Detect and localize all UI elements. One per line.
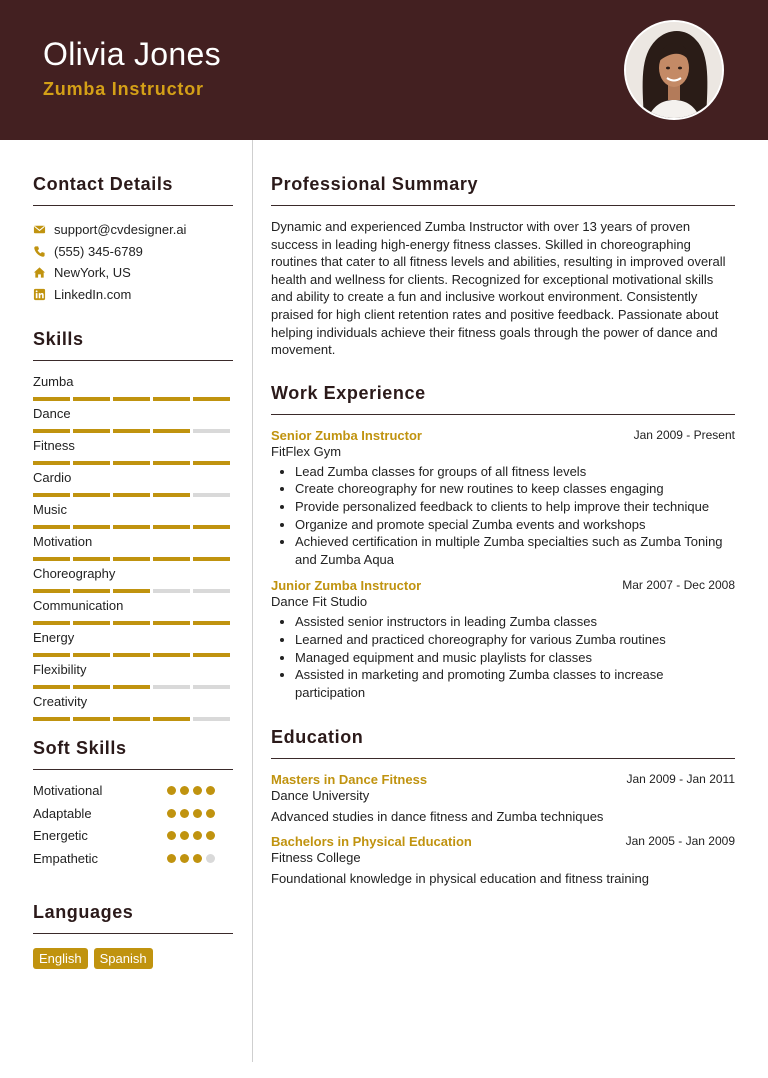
skill-level-segment xyxy=(73,493,110,497)
skill-level-segment xyxy=(153,397,190,401)
education-section xyxy=(271,727,735,886)
skill-label: Communication xyxy=(33,598,124,613)
home-icon xyxy=(33,266,46,279)
skill-level-segment xyxy=(73,621,110,625)
languages-title: Languages xyxy=(33,901,134,922)
rating-dot xyxy=(180,854,189,863)
rating-dot xyxy=(206,786,215,795)
job-title: Senior Zumba Instructor xyxy=(271,427,422,443)
skill-level-segment xyxy=(193,493,230,497)
column-divider xyxy=(252,140,253,1062)
header-banner xyxy=(0,0,768,140)
profile-photo xyxy=(624,20,724,120)
rating-dot xyxy=(206,854,215,863)
skill-row xyxy=(33,470,233,502)
skill-label: Choreography xyxy=(33,566,116,581)
education-entry xyxy=(271,772,735,824)
skill-level-bar xyxy=(33,525,233,529)
portrait-image xyxy=(626,22,722,118)
job-date: Jan 2009 - Present xyxy=(633,427,735,442)
skill-level-segment xyxy=(33,461,70,465)
rating-dot xyxy=(167,831,176,840)
soft-skill-rating xyxy=(167,831,219,840)
skill-label: Zumba xyxy=(33,374,74,389)
skill-level-segment xyxy=(73,525,110,529)
language-badge: Spanish xyxy=(94,948,153,969)
skill-level-segment xyxy=(193,717,230,721)
section-rule xyxy=(33,769,233,770)
skill-level-segment xyxy=(73,653,110,657)
linkedin-icon xyxy=(33,288,46,301)
skill-level-segment xyxy=(193,525,230,529)
skill-level-bar xyxy=(33,621,233,625)
skills-title: Skills xyxy=(33,329,84,349)
skill-level-segment xyxy=(113,461,150,465)
skill-level-segment xyxy=(113,525,150,529)
skill-level-bar xyxy=(33,493,233,497)
left-column xyxy=(33,140,233,969)
skill-level-segment xyxy=(193,685,230,689)
soft-skill-label: Motivational xyxy=(33,783,103,798)
contact-phone-text: (555) 345-6789 xyxy=(54,243,143,259)
school-name: Fitness College xyxy=(271,850,361,866)
skill-label: Dance xyxy=(33,406,71,421)
soft-skill-rating xyxy=(167,786,219,795)
skill-level-segment xyxy=(193,429,230,433)
skill-label: Flexibility xyxy=(33,662,87,677)
skill-row xyxy=(33,438,233,470)
skill-level-segment xyxy=(73,557,110,561)
section-rule xyxy=(271,758,735,759)
rating-dot xyxy=(193,786,202,795)
job-bullet: • Achieved certification in multiple Zumba specialties such as Zumba Toning and Zumba Aqua xyxy=(295,533,735,568)
skill-row xyxy=(33,374,233,406)
rating-dot xyxy=(180,809,189,818)
rating-dot xyxy=(193,809,202,818)
skill-label: Energy xyxy=(33,630,75,645)
skill-level-segment xyxy=(153,429,190,433)
soft-skills-list xyxy=(33,783,233,874)
soft-skill-row xyxy=(33,851,233,874)
skill-level-segment xyxy=(153,461,190,465)
soft-skill-label: Empathetic xyxy=(33,851,99,867)
section-rule xyxy=(271,414,735,415)
skill-level-segment xyxy=(33,525,70,529)
skill-level-bar xyxy=(33,557,233,561)
skill-row xyxy=(33,662,233,694)
skill-level-segment xyxy=(33,557,70,561)
language-badge: English xyxy=(33,948,88,969)
soft-skills-section xyxy=(33,738,233,874)
school-name: Dance University xyxy=(271,788,370,804)
soft-skill-row xyxy=(33,783,233,806)
contact-section xyxy=(33,174,233,305)
skill-level-segment xyxy=(153,653,190,657)
rating-dot xyxy=(193,854,202,863)
education-description: Foundational knowledge in physical education and fitness training xyxy=(271,871,649,887)
degree-title: Bachelors in Physical Education xyxy=(271,834,472,850)
rating-dot xyxy=(167,786,176,795)
job-bullet: • Organize and promote special Zumba events and workshops xyxy=(295,516,735,534)
skill-level-segment xyxy=(153,717,190,721)
languages-list xyxy=(33,948,233,969)
skill-level-segment xyxy=(73,717,110,721)
section-rule xyxy=(33,933,233,934)
skill-level-segment xyxy=(33,397,70,401)
summary-text: Dynamic and experienced Zumba Instructor with over 13 years of proven success in leading high-energy fitness classes. Skilled in choreographing routines that cater to all fitness levels and abilities, resulting in improved overall health and wellness for clients. Recognized for exceptional motivational skills and ability to create a fun and inclusive workout environment. Consistently praised for high client retention rates and positive feedback. Passionate about helping individuals achieve their fitness goals through the power of dance and movement. xyxy=(271,219,726,358)
skill-level-bar xyxy=(33,429,233,433)
job-bullet: • Create choreography for new routines to keep classes engaging xyxy=(295,480,735,498)
skill-level-segment xyxy=(33,621,70,625)
skill-level-segment xyxy=(193,589,230,593)
job-bullets xyxy=(271,613,735,701)
skill-level-bar xyxy=(33,397,233,401)
skill-level-bar xyxy=(33,461,233,465)
email-icon xyxy=(33,223,46,236)
rating-dot xyxy=(180,786,189,795)
job-bullet: • Assisted senior instructors in leading Zumba classes xyxy=(295,613,735,631)
contact-location-text: NewYork, US xyxy=(54,265,131,281)
skill-label: Creativity xyxy=(33,694,88,709)
skill-level-segment xyxy=(73,429,110,433)
skill-level-segment xyxy=(153,589,190,593)
skill-level-segment xyxy=(73,589,110,593)
soft-skill-label: Adaptable xyxy=(33,805,92,821)
job-title: Junior Zumba Instructor xyxy=(271,578,422,594)
phone-icon xyxy=(33,245,46,258)
skill-level-segment xyxy=(113,621,150,625)
skill-level-segment xyxy=(33,493,70,497)
skill-level-segment xyxy=(73,461,110,465)
skill-level-segment xyxy=(193,653,230,657)
skill-row xyxy=(33,598,233,630)
contact-location xyxy=(33,262,233,284)
skill-label: Music xyxy=(33,502,67,517)
skill-level-segment xyxy=(33,685,70,689)
skill-level-segment xyxy=(33,717,70,721)
skill-level-bar xyxy=(33,653,233,657)
skill-level-bar xyxy=(33,589,233,593)
skill-row xyxy=(33,694,233,726)
contact-email-text: support@cvdesigner.ai xyxy=(54,222,187,238)
rating-dot xyxy=(167,854,176,863)
skill-level-segment xyxy=(153,493,190,497)
contact-title: Contact Details xyxy=(33,174,174,194)
skill-label: Fitness xyxy=(33,438,75,453)
skill-level-segment xyxy=(113,717,150,721)
skill-level-segment xyxy=(193,461,230,465)
skill-level-segment xyxy=(113,493,150,497)
skill-level-segment xyxy=(113,429,150,433)
skill-level-bar xyxy=(33,717,233,721)
soft-skills-title: Soft Skills xyxy=(33,738,127,758)
contact-email[interactable] xyxy=(33,219,233,241)
job-bullet: • Assisted in marketing and promoting Zumba classes to increase participation xyxy=(295,666,735,701)
skill-level-segment xyxy=(33,589,70,593)
languages-section xyxy=(33,902,233,969)
experience-section xyxy=(271,383,735,702)
contact-list xyxy=(33,219,233,305)
skill-level-segment xyxy=(73,397,110,401)
soft-skill-row xyxy=(33,806,233,829)
job-entry xyxy=(271,578,735,701)
experience-title: Work Experience xyxy=(271,382,426,403)
skill-row xyxy=(33,406,233,438)
skill-level-segment xyxy=(153,621,190,625)
skill-level-segment xyxy=(193,557,230,561)
rating-dot xyxy=(180,831,189,840)
section-rule xyxy=(271,205,735,206)
skill-level-segment xyxy=(113,653,150,657)
rating-dot xyxy=(206,809,215,818)
rating-dot xyxy=(206,831,215,840)
skills-list xyxy=(33,374,233,726)
right-column xyxy=(271,140,735,886)
rating-dot xyxy=(167,809,176,818)
rating-dot xyxy=(193,831,202,840)
job-entry xyxy=(271,428,735,569)
skill-level-segment xyxy=(113,589,150,593)
section-rule xyxy=(33,360,233,361)
skill-level-segment xyxy=(153,525,190,529)
skill-level-bar xyxy=(33,685,233,689)
skill-row xyxy=(33,630,233,662)
skills-section xyxy=(33,329,233,726)
education-entry xyxy=(271,834,735,886)
skill-level-segment xyxy=(33,429,70,433)
degree-title: Masters in Dance Fitness xyxy=(271,772,428,788)
skill-label: Motivation xyxy=(33,534,93,549)
education-title: Education xyxy=(271,727,364,748)
job-bullet: • Managed equipment and music playlists for classes xyxy=(295,649,735,667)
education-date: Jan 2005 - Jan 2009 xyxy=(625,834,735,849)
job-company: Dance Fit Studio xyxy=(271,594,368,610)
skill-level-segment xyxy=(113,685,150,689)
soft-skill-row xyxy=(33,828,233,851)
contact-linkedin[interactable] xyxy=(33,284,233,306)
skill-row xyxy=(33,534,233,566)
skill-level-segment xyxy=(193,621,230,625)
soft-skill-rating xyxy=(167,854,219,863)
job-bullet: • Learned and practiced choreography for various Zumba routines xyxy=(295,631,735,649)
job-company: FitFlex Gym xyxy=(271,443,342,459)
soft-skill-label: Energetic xyxy=(33,828,88,844)
soft-skill-rating xyxy=(167,809,219,818)
job-bullet: • Lead Zumba classes for groups of all fitness levels xyxy=(295,463,735,481)
skill-level-segment xyxy=(193,397,230,401)
education-date: Jan 2009 - Jan 2011 xyxy=(626,772,735,787)
skill-label: Cardio xyxy=(33,470,72,485)
job-date: Mar 2007 - Dec 2008 xyxy=(622,578,735,593)
skill-level-segment xyxy=(113,397,150,401)
skill-level-segment xyxy=(153,557,190,561)
summary-section xyxy=(271,174,735,359)
skill-row xyxy=(33,502,233,534)
education-description: Advanced studies in dance fitness and Zumba techniques xyxy=(271,809,604,825)
job-bullets xyxy=(271,463,735,569)
candidate-name: Olivia Jones xyxy=(43,36,221,72)
skill-level-segment xyxy=(33,653,70,657)
skill-level-segment xyxy=(73,685,110,689)
contact-phone[interactable] xyxy=(33,241,233,263)
skill-level-segment xyxy=(153,685,190,689)
section-rule xyxy=(33,205,233,206)
skill-level-segment xyxy=(113,557,150,561)
summary-title: Professional Summary xyxy=(271,174,479,194)
contact-linkedin-text: LinkedIn.com xyxy=(54,286,132,302)
skill-row xyxy=(33,566,233,598)
candidate-role: Zumba Instructor xyxy=(43,79,204,99)
job-bullet: • Provide personalized feedback to clients to help improve their technique xyxy=(295,498,735,516)
